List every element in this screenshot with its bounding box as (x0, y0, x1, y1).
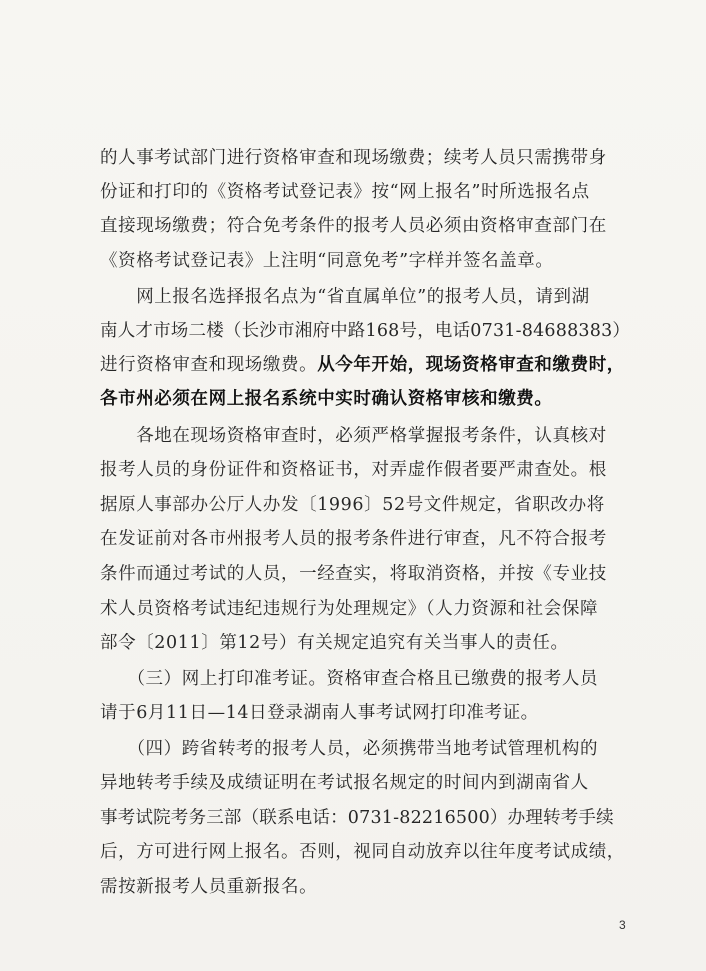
text-line: 事考试院考务三部（联系电话：0731-82216500）办理转考手续 (100, 808, 614, 828)
text-line-mixed (100, 350, 640, 380)
text-line: 在发证前对各市州报考人员的报考条件进行审查，凡不符合报考 (100, 529, 607, 549)
text-line: 需按新报考人员重新报名。 (100, 877, 318, 897)
text-line: 的人事考试部门进行资格审查和现场缴费；续考人员只需携带身 (100, 148, 607, 168)
text-line: 《资格考试登记表》上注明“同意免考”字样并签名盖章。 (100, 251, 554, 271)
bold-text-line: 各市州必须在网上报名系统中实时确认资格审核和缴费。 (100, 389, 553, 409)
text-line: （三）网上打印准考证。资格审查合格且已缴费的报考人员 (100, 669, 599, 689)
text-span: 进行资格审查和现场缴费。 (100, 355, 318, 375)
bold-text-span: 从今年开始，现场资格审查和缴费时， (317, 355, 625, 375)
text-line: 请于6月11日—14日登录湖南人事考试网打印准考证。 (100, 703, 539, 723)
text-line: 条件而通过考试的人员，一经查实，将取消资格，并按《专业技 (100, 564, 607, 584)
text-line: 南人才市场二楼（长沙市湘府中路168号，电话0731-84688383） (100, 321, 631, 341)
text-line: 术人员资格考试违纪违规行为处理规定》（人力资源和社会保障 (100, 599, 599, 619)
text-line: （四）跨省转考的报考人员，必须携带当地考试管理机构的 (100, 739, 599, 759)
text-line: 各地在现场资格审查时，必须严格掌握报考条件，认真核对 (100, 426, 607, 446)
text-line: 直接现场缴费；符合免考条件的报考人员必须由资格审查部门在 (100, 216, 607, 236)
text-line: 部令〔2011〕第12号）有关规定追究有关当事人的责任。 (100, 633, 569, 653)
page-number: 3 (619, 918, 626, 932)
text-line: 份证和打印的《资格考试登记表》按“网上报名”时所选报名点 (100, 182, 590, 202)
text-line: 后，方可进行网上报名。否则，视同自动放弃以往年度考试成绩， (100, 842, 625, 862)
text-line: 网上报名选择报名点为“省直属单位”的报考人员，请到湖 (100, 287, 590, 307)
text-line: 报考人员的身份证件和资格证书，对弄虚作假者要严肃查处。根 (100, 460, 607, 480)
text-line: 据原人事部办公厅人办发〔1996〕52号文件规定，省职改办将 (100, 495, 605, 515)
text-line: 异地转考手续及成绩证明在考试报名规定的时间内到湖南省人 (100, 773, 589, 793)
